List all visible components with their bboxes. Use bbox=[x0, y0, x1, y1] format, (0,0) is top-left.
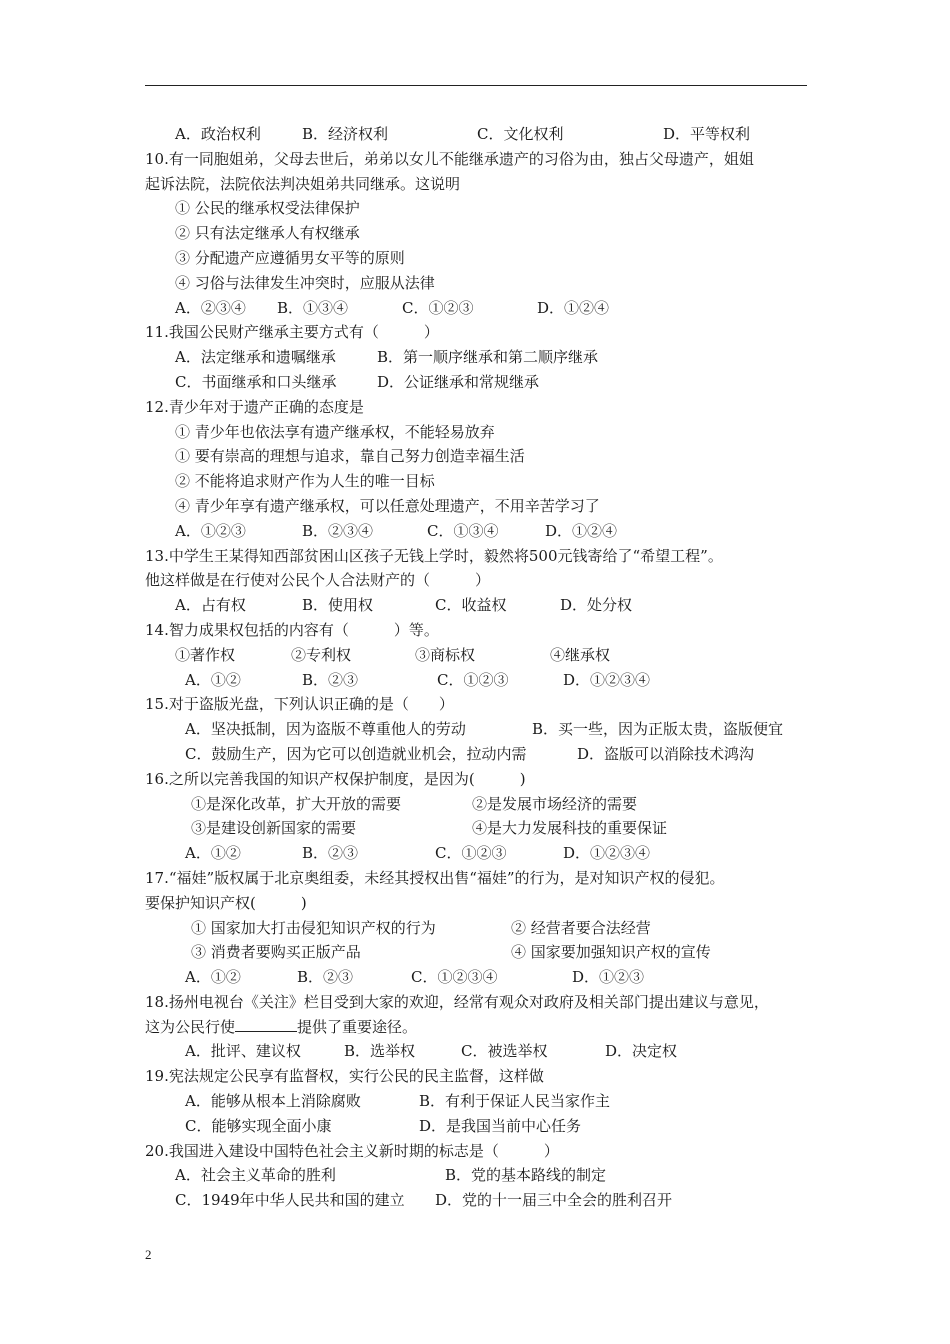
q18-option-a: A．批评、建议权 bbox=[185, 1042, 301, 1061]
q17-item-1: ① 国家加大打击侵犯知识产权的行为 bbox=[191, 918, 436, 937]
q10-options bbox=[145, 296, 815, 321]
q16-item-3: ③是建设创新国家的需要 bbox=[191, 819, 357, 838]
q19-options-row-1 bbox=[145, 1089, 815, 1114]
q13-option-b: B．使用权 bbox=[302, 596, 374, 615]
q11-stem: 11.我国公民财产继承主要方式有（ ） bbox=[145, 323, 439, 342]
q14-option-a: A．①② bbox=[185, 670, 241, 689]
q14-stem: 14.智力成果权包括的内容有（ ）等。 bbox=[145, 620, 439, 639]
q18-stem-2b: 提供了重要途径。 bbox=[297, 1017, 418, 1036]
q13-option-c: C．收益权 bbox=[435, 596, 507, 615]
q14-item-2: ②专利权 bbox=[291, 645, 352, 664]
q16-items-row-1 bbox=[145, 792, 815, 817]
q15-stem: 15.对于盗版光盘，下列认识正确的是（ ） bbox=[145, 695, 454, 714]
q13-stem-2: 他这样做是在行使对公民个人合法财产的（ ） bbox=[145, 571, 491, 590]
q18-option-d: D．决定权 bbox=[605, 1042, 678, 1061]
q17-item-3: ③ 消费者要购买正版产品 bbox=[191, 943, 361, 962]
q16-options bbox=[145, 841, 815, 866]
q17-items-row-1 bbox=[145, 916, 815, 941]
q20-options-row-2 bbox=[145, 1188, 815, 1213]
q20-stem: 20.我国进入建设中国特色社会主义新时期的标志是（ ） bbox=[145, 1141, 559, 1160]
q16-option-b: B．②③ bbox=[302, 844, 359, 863]
q15-options-row-1 bbox=[145, 717, 815, 742]
q10-item-2: ② 只有法定继承人有权继承 bbox=[175, 224, 360, 243]
q18-stem-2a: 这为公民行使 bbox=[145, 1017, 236, 1036]
q20-option-c: C．1949年中华人民共和国的建立 bbox=[175, 1191, 405, 1210]
q17-option-a: A．①② bbox=[185, 968, 241, 987]
q18-stem-1: 18.扬州电视台《关注》栏目受到大家的欢迎，经常有观众对政府及相关部门提出建议与意见， bbox=[145, 992, 769, 1011]
q15-option-c: C．鼓励生产，因为它可以创造就业机会，拉动内需 bbox=[185, 744, 527, 763]
q16-item-1: ①是深化改革，扩大开放的需要 bbox=[191, 794, 402, 813]
q17-option-b: B．②③ bbox=[297, 968, 354, 987]
q14-items bbox=[145, 643, 815, 668]
q12-item-1: ① 青少年也依法享有遗产继承权，不能轻易放弃 bbox=[175, 422, 495, 441]
q10-item-1: ① 公民的继承权受法律保护 bbox=[175, 199, 360, 218]
q14-item-1: ①著作权 bbox=[175, 645, 236, 664]
q9-option-c: C．文化权利 bbox=[477, 125, 564, 143]
q19-stem: 19.宪法规定公民享有监督权，实行公民的民主监督，这样做 bbox=[145, 1067, 544, 1086]
q12-option-a: A．①②③ bbox=[175, 521, 246, 540]
q18-option-b: B．选举权 bbox=[344, 1042, 416, 1061]
q17-option-c: C．①②③④ bbox=[411, 968, 498, 987]
q19-options-row-2 bbox=[145, 1114, 815, 1139]
q18-option-c: C．被选举权 bbox=[461, 1042, 548, 1061]
q16-option-c: C．①②③ bbox=[435, 844, 507, 863]
q20-options-row-1 bbox=[145, 1163, 815, 1188]
q20-option-d: D．党的十一届三中全会的胜利召开 bbox=[435, 1191, 673, 1210]
q11-option-c: C．书面继承和口头继承 bbox=[175, 372, 337, 391]
q13-options bbox=[145, 593, 815, 618]
q10-item-3: ③ 分配遗产应遵循男女平等的原则 bbox=[175, 248, 405, 267]
q16-item-2: ②是发展市场经济的需要 bbox=[472, 794, 638, 813]
q13-option-a: A．占有权 bbox=[175, 596, 246, 615]
q10-stem-1: 10.有一同胞姐弟，父母去世后，弟弟以女儿不能继承遗产的习俗为由，独占父母遗产，姐姐 bbox=[145, 149, 754, 168]
q17-option-d: D．①②③ bbox=[572, 968, 645, 987]
q19-option-a: A．能够从根本上消除腐败 bbox=[185, 1092, 361, 1111]
q15-options-row-2 bbox=[145, 742, 815, 767]
q17-stem-2: 要保护知识产权( ) bbox=[145, 893, 307, 912]
q9-options bbox=[145, 122, 815, 147]
q11-option-a: A．法定继承和遗嘱继承 bbox=[175, 348, 336, 367]
q14-option-c: C．①②③ bbox=[437, 670, 509, 689]
q19-option-d: D．是我国当前中心任务 bbox=[419, 1116, 582, 1135]
q14-options bbox=[145, 668, 815, 693]
q12-item-4: ④ 青少年享有遗产继承权，可以任意处理遗产，不用辛苦学习了 bbox=[175, 496, 600, 515]
q12-stem: 12.青少年对于遗产正确的态度是 bbox=[145, 397, 364, 416]
q17-stem-1: 17.“福娃”版权属于北京奥组委，未经其授权出售“福娃”的行为，是对知识产权的侵犯。 bbox=[145, 868, 725, 887]
q18-stem-2 bbox=[145, 1015, 815, 1040]
q12-item-3: ② 不能将追求财产作为人生的唯一目标 bbox=[175, 472, 435, 491]
q19-option-b: B．有利于保证人民当家作主 bbox=[419, 1092, 611, 1111]
q13-stem-1: 13.中学生王某得知西部贫困山区孩子无钱上学时，毅然将500元钱寄给了“希望工程”。 bbox=[145, 546, 723, 565]
q12-option-b: B．②③④ bbox=[302, 521, 374, 540]
q15-option-d: D．盗版可以消除技术鸿沟 bbox=[577, 744, 755, 763]
q18-options bbox=[145, 1039, 815, 1064]
q14-option-b: B．②③ bbox=[302, 670, 359, 689]
q19-option-c: C．能够实现全面小康 bbox=[185, 1116, 332, 1135]
q16-option-d: D．①②③④ bbox=[563, 844, 651, 863]
q20-option-a: A．社会主义革命的胜利 bbox=[175, 1166, 336, 1185]
q17-item-2: ② 经营者要合法经营 bbox=[511, 918, 651, 937]
page-number: 2 bbox=[145, 1247, 152, 1262]
q13-option-d: D．处分权 bbox=[560, 596, 633, 615]
q16-item-4: ④是大力发展科技的重要保证 bbox=[472, 819, 668, 838]
q12-option-d: D．①②④ bbox=[545, 521, 618, 540]
q16-stem: 16.之所以完善我国的知识产权保护制度，是因为( ) bbox=[145, 769, 526, 788]
q10-stem-2: 起诉法院，法院依法判决姐弟共同继承。这说明 bbox=[145, 174, 461, 193]
q15-option-b: B．买一些，因为正版太贵，盗版便宜 bbox=[532, 720, 784, 739]
header-rule bbox=[145, 85, 807, 86]
q16-option-a: A．①② bbox=[185, 844, 241, 863]
q9-option-a: A．政治权利 bbox=[175, 125, 261, 143]
q10-option-b: B．①③④ bbox=[277, 298, 349, 317]
q10-option-d: D．①②④ bbox=[537, 298, 610, 317]
q17-options bbox=[145, 965, 815, 990]
q14-item-3: ③商标权 bbox=[415, 645, 476, 664]
q9-option-b: B．经济权利 bbox=[302, 125, 389, 143]
q12-options bbox=[145, 519, 815, 544]
q10-item-4: ④ 习俗与法律发生冲突时，应服从法律 bbox=[175, 273, 435, 292]
q11-option-b: B．第一顺序继承和第二顺序继承 bbox=[377, 348, 599, 367]
q11-options-row-1 bbox=[145, 345, 815, 370]
q12-item-2: ① 要有崇高的理想与追求，靠自己努力创造幸福生活 bbox=[175, 447, 525, 466]
q11-option-d: D．公证继承和常规继承 bbox=[377, 372, 540, 391]
q12-option-c: C．①③④ bbox=[427, 521, 499, 540]
q18-answer-blank[interactable] bbox=[235, 1015, 297, 1032]
q14-item-4: ④继承权 bbox=[550, 645, 611, 664]
q17-item-4: ④ 国家要加强知识产权的宣传 bbox=[511, 943, 711, 962]
q17-items-row-2 bbox=[145, 940, 815, 965]
q9-option-d: D．平等权利 bbox=[663, 125, 751, 143]
q14-option-d: D．①②③④ bbox=[563, 670, 651, 689]
q11-options-row-2 bbox=[145, 370, 815, 395]
q10-option-a: A．②③④ bbox=[175, 298, 246, 317]
exam-content bbox=[145, 122, 815, 1213]
q10-option-c: C．①②③ bbox=[402, 298, 474, 317]
q20-option-b: B．党的基本路线的制定 bbox=[445, 1166, 607, 1185]
q16-items-row-2 bbox=[145, 816, 815, 841]
q15-option-a: A．坚决抵制，因为盗版不尊重他人的劳动 bbox=[185, 720, 466, 739]
